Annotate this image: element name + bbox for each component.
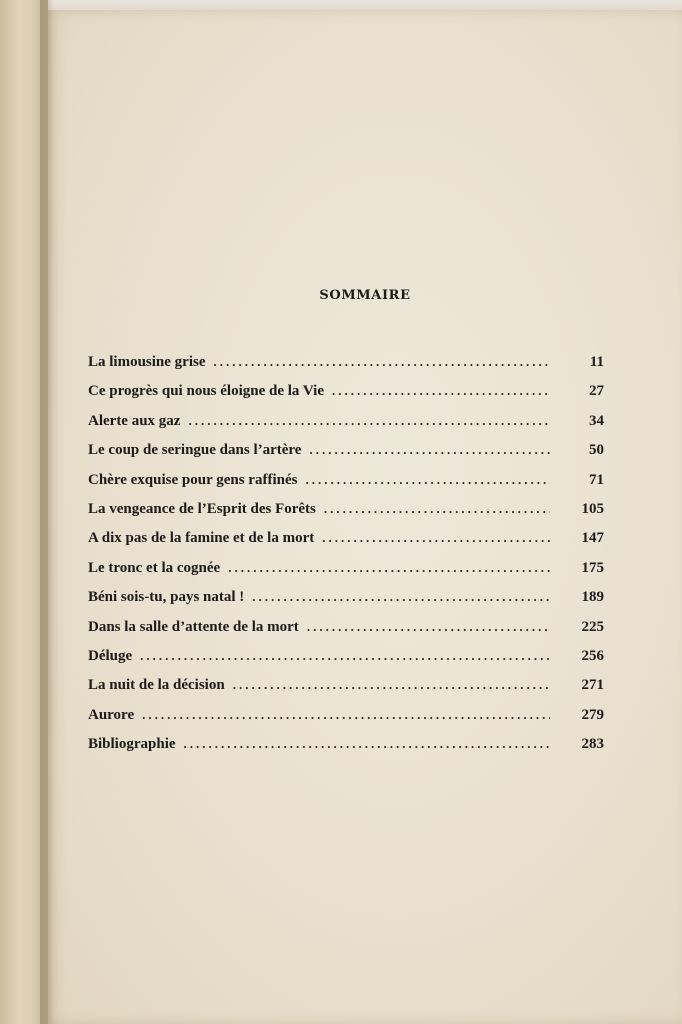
- toc-entry: [88, 501, 604, 530]
- toc-entry: [88, 472, 604, 501]
- toc-entry-page: 256: [581, 647, 604, 664]
- toc-entry: [88, 354, 604, 383]
- toc-entry-title: Dans la salle d’attente de la mort: [88, 618, 299, 635]
- toc-entry-title: Déluge: [88, 647, 133, 664]
- toc-entry-page: 283: [581, 736, 604, 753]
- toc-entry-title: Le coup de seringue dans l’artère: [88, 442, 302, 459]
- toc-entry-page: 105: [581, 500, 604, 517]
- toc-entry-title: Chère exquise pour gens raffinés: [88, 471, 298, 488]
- toc-entry-title: A dix pas de la famine et de la mort: [88, 530, 315, 547]
- dot-leader: [307, 619, 550, 635]
- toc-entry: [88, 530, 604, 559]
- page-title: SOMMAIRE: [319, 288, 411, 303]
- toc-entry-title: Ce progrès qui nous éloigne de la Vie: [88, 383, 324, 400]
- toc-entry-title: La vengeance de l’Esprit des Forêts: [88, 500, 316, 517]
- toc-entry-title: Aurore: [88, 706, 135, 723]
- toc-entry: [88, 736, 604, 765]
- gutter-shadow: [40, 0, 54, 1024]
- toc-entry-page: 175: [581, 559, 604, 576]
- dot-leader: [142, 707, 550, 723]
- dot-leader: [332, 383, 550, 399]
- toc-entry: [88, 560, 604, 589]
- dot-leader: [322, 530, 550, 546]
- toc-entry-page: 34: [589, 412, 604, 429]
- table-of-contents: [88, 354, 604, 765]
- book-page: [48, 10, 682, 1024]
- toc-entry-title: Bibliographie: [88, 736, 176, 753]
- toc-entry-page: 189: [581, 589, 604, 606]
- dot-leader: [252, 589, 550, 605]
- toc-entry-title: Le tronc et la cognée: [88, 559, 221, 576]
- toc-entry-page: 279: [581, 706, 604, 723]
- toc-entry-title: La limousine grise: [88, 354, 206, 370]
- toc-entry-title: La nuit de la décision: [88, 677, 225, 694]
- toc-entry-title: Béni sois-tu, pays natal !: [88, 589, 245, 606]
- dot-leader: [184, 736, 550, 752]
- toc-entry: [88, 619, 604, 648]
- dot-leader: [324, 501, 550, 517]
- dot-leader: [188, 413, 550, 429]
- dot-leader: [305, 472, 550, 488]
- toc-entry-page: 71: [589, 471, 604, 488]
- dot-leader: [214, 354, 550, 370]
- toc-entry-page: 147: [581, 530, 604, 547]
- toc-entry-page: 11: [589, 354, 604, 370]
- dot-leader: [228, 560, 550, 576]
- toc-entry-page: 271: [581, 677, 604, 694]
- toc-entry-page: 225: [581, 618, 604, 635]
- toc-entry: [88, 707, 604, 736]
- toc-entry-title: Alerte aux gaz: [88, 412, 181, 429]
- toc-entry: [88, 589, 604, 618]
- toc-entry: [88, 648, 604, 677]
- toc-entry: [88, 383, 604, 412]
- toc-entry-page: 27: [589, 383, 604, 400]
- toc-entry: [88, 677, 604, 706]
- toc-entry: [88, 413, 604, 442]
- toc-entry-page: 50: [589, 442, 604, 459]
- dot-leader: [233, 677, 550, 693]
- toc-entry: [88, 442, 604, 471]
- dot-leader: [140, 648, 550, 664]
- dot-leader: [309, 442, 550, 458]
